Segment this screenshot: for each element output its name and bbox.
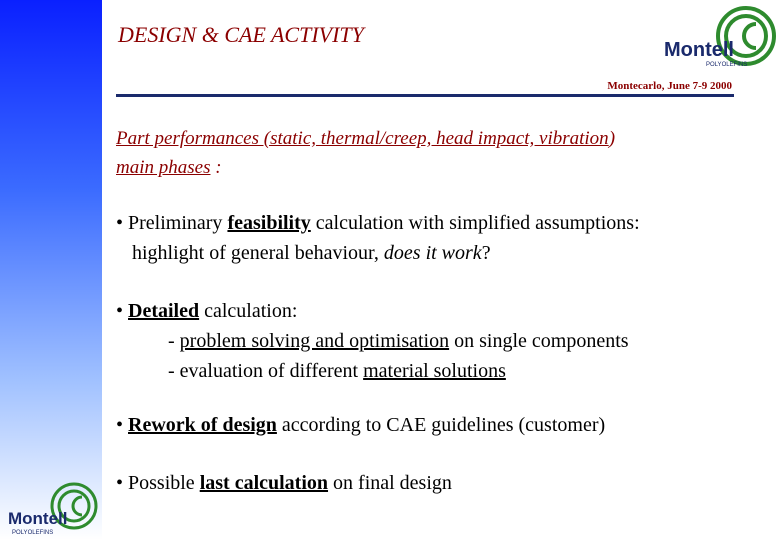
bullet4-bold: last calculation [199, 472, 329, 494]
logo-brand-bottom: Montell [8, 509, 68, 528]
montell-logo-bottom [6, 478, 102, 540]
bullet1-line2-italic: does it work [383, 242, 482, 264]
bullet2-sub2-underline: material solutions [363, 360, 506, 382]
bullet1-pre: • Preliminary [116, 212, 228, 234]
bullet2-sub1-post: on single components [449, 330, 629, 352]
bullet2-sub2-pre: - evaluation of different [168, 360, 364, 382]
bullet4-pre: • Possible [116, 472, 200, 494]
bullet-last-calculation [116, 468, 452, 498]
logo-brand-top: Montell [664, 39, 734, 61]
subtitle-line1-end: ) [608, 128, 616, 149]
page-title: DESIGN & CAE ACTIVITY [118, 22, 364, 47]
logo-tagline-bottom: POLYOLEFINS [12, 530, 54, 536]
bullet4-post: on final design [328, 472, 452, 494]
subtitle [116, 124, 776, 182]
bullet2-sub1-pre: - [168, 330, 180, 352]
bullet3-post: according to CAE guidelines (customer) [276, 414, 606, 436]
subtitle-line2: main phases [116, 157, 211, 178]
left-gradient-bar [0, 0, 102, 540]
logo-tagline-top: POLYOLEFINS [706, 62, 748, 68]
bullet-feasibility [116, 208, 640, 268]
subtitle-line1: Part performances (static, thermal/creep, head impact, vibration [116, 128, 609, 149]
bullet-detailed [116, 296, 629, 386]
bullet3-pre: • [116, 414, 129, 436]
bullet2-bold: Detailed [128, 300, 200, 322]
montell-logo-top [660, 0, 780, 80]
bullet1-line2-post: ? [481, 242, 491, 264]
header-divider [116, 94, 734, 97]
bullet1-post: calculation with simplified assumptions: [310, 212, 640, 234]
bullet2-pre: • [116, 300, 129, 322]
event-date: Montecarlo, June 7-9 2000 [607, 80, 732, 92]
bullet-rework [116, 410, 605, 440]
bullet1-bold: feasibility [227, 212, 311, 234]
bullet3-bold: Rework of design [128, 414, 277, 436]
bullet1-line2-pre: highlight of general behaviour, [132, 242, 384, 264]
subtitle-line2-end: : [210, 157, 222, 178]
bullet2-sub1-underline: problem solving and optimisation [179, 330, 450, 352]
bullet2-post: calculation: [199, 300, 298, 322]
